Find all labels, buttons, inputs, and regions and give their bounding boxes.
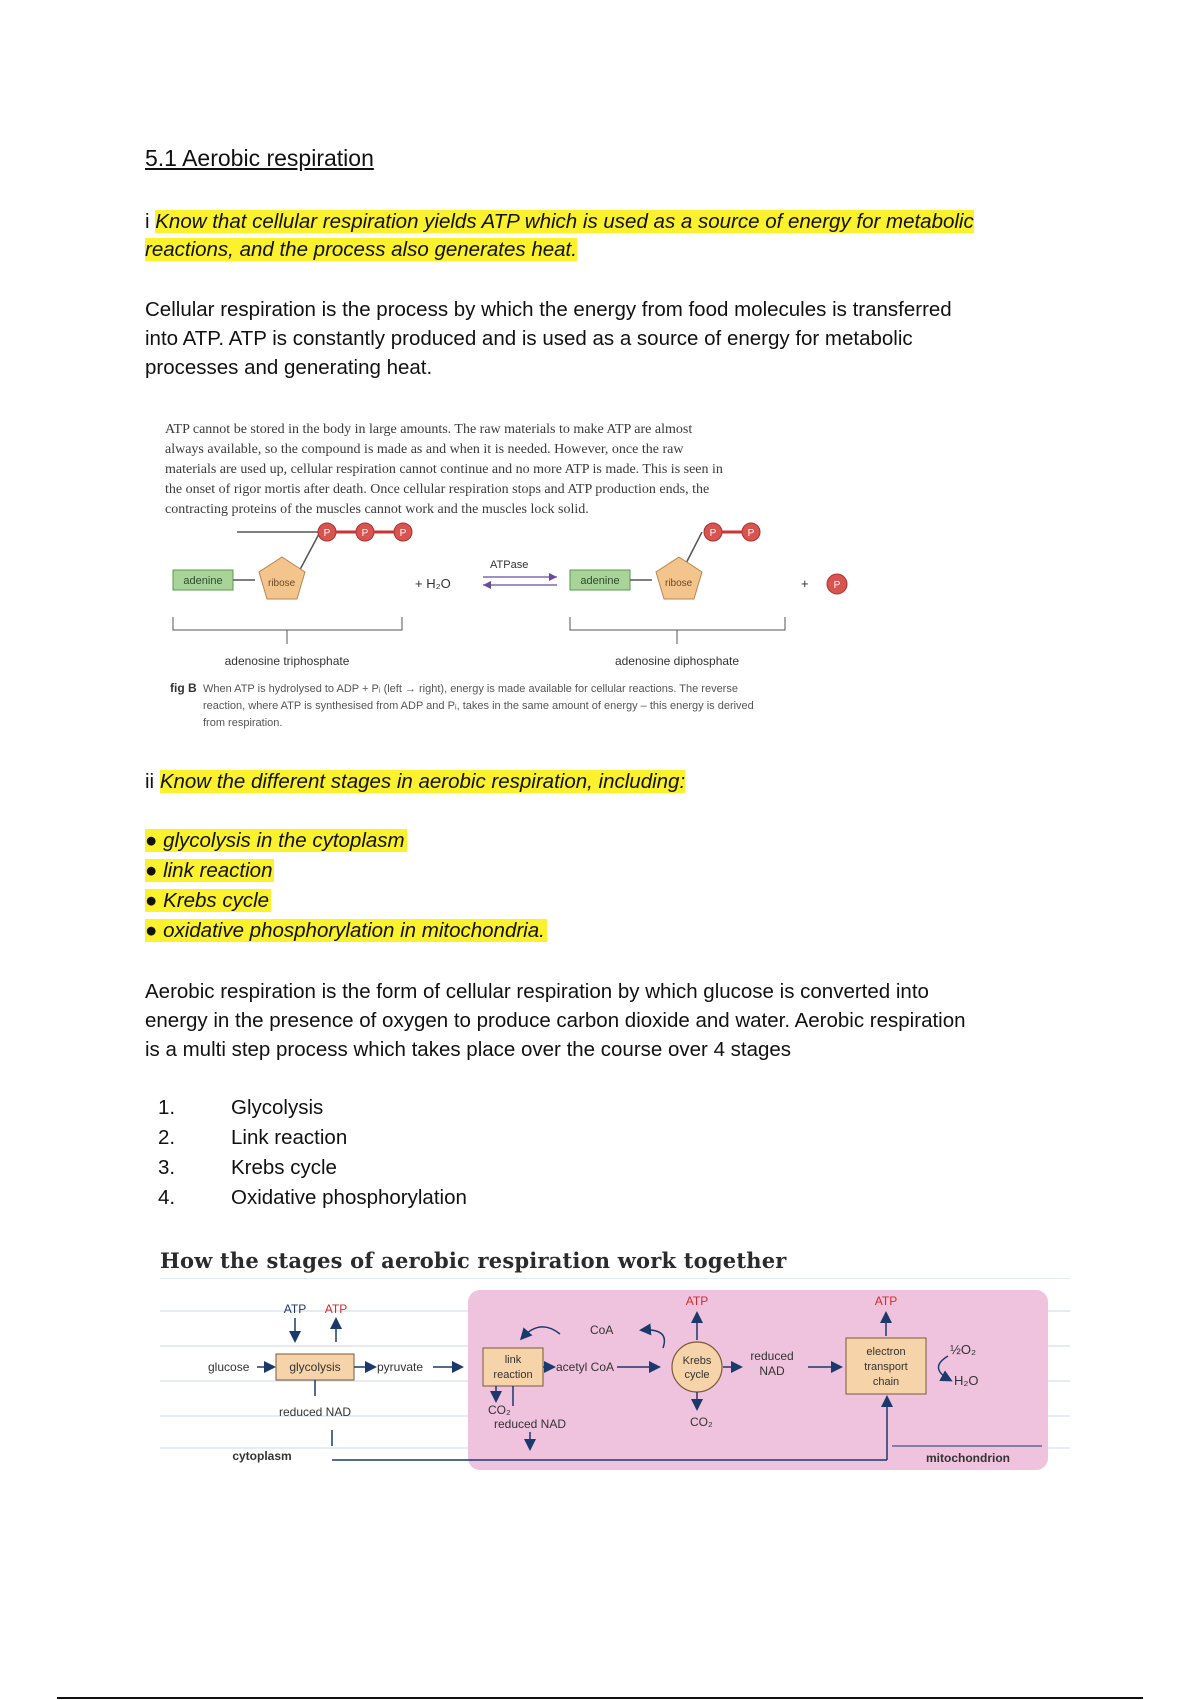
- phosphate-label: P: [709, 528, 717, 539]
- figure-text-line: contracting proteins of the muscles cannot work and the muscles lock solid.: [165, 502, 589, 517]
- figure-caption-line: When ATP is hydrolysed to ADP + Pᵢ (left → right), energy is made available for cellular reactions. The reverse: [203, 683, 738, 695]
- phosphate-label: P: [361, 528, 369, 539]
- krebs-label-line2: cycle: [684, 1369, 710, 1381]
- figure-caption-line: from respiration.: [203, 717, 283, 729]
- objective-i-text-line2: reactions, and the process also generates heat.: [145, 238, 577, 261]
- item-number: 4.: [158, 1186, 176, 1209]
- figure-atp-hydrolysis: [165, 420, 865, 740]
- krebs-label-line1: Krebs: [682, 1355, 712, 1367]
- paragraph-line: into ATP. ATP is constantly produced and is used as a source of energy for metabolic: [145, 327, 913, 350]
- acetyl-coa-label: acetyl CoA: [556, 1360, 615, 1374]
- phosphate-label: P: [399, 528, 407, 539]
- paragraph-cellular-respiration: [145, 295, 1045, 382]
- item-number: 2.: [158, 1126, 176, 1149]
- reduced-nad-line1: reduced: [750, 1349, 794, 1363]
- atp-label: ATP: [324, 1302, 348, 1316]
- paragraph-line: processes and generating heat.: [145, 356, 433, 379]
- bullet-text: ● link reaction: [145, 859, 273, 882]
- paragraph-line: Cellular respiration is the process by which the energy from food molecules is transferred: [145, 298, 952, 321]
- paragraph-aerobic-respiration: [145, 977, 1045, 1064]
- etc-label-line1: electron: [866, 1346, 906, 1358]
- paragraph-line: energy in the presence of oxygen to produce carbon dioxide and water. Aerobic respiration: [145, 1009, 966, 1032]
- atp-label: adenosine triphosphate: [224, 654, 350, 668]
- objective-ii: [145, 768, 1045, 796]
- paragraph-line: is a multi step process which takes place over the course over 4 stages: [145, 1038, 792, 1061]
- atp-label: ATP: [283, 1302, 307, 1316]
- atp-molecule: [173, 523, 412, 668]
- bullet-text: ● oxidative phosphorylation in mitochondria.: [145, 919, 545, 942]
- link-label-line1: link: [504, 1354, 522, 1366]
- plus-sign: +: [801, 576, 809, 591]
- objective-ii-text: Know the different stages in aerobic respiration, including:: [159, 770, 686, 793]
- figure-text-line: materials are used up, cellular respiration cannot continue and no more ATP is made. This is seen in: [165, 462, 723, 477]
- phosphate-label: P: [833, 580, 841, 591]
- bullet-item: [145, 856, 547, 886]
- figure-intro-text: [165, 420, 855, 520]
- page-bottom-rule: [57, 1697, 1143, 1699]
- phosphate-label: P: [323, 528, 331, 539]
- link-label-line2: reaction: [493, 1369, 533, 1381]
- item-label: Glycolysis: [231, 1096, 324, 1119]
- half-o2-label: ½O₂: [950, 1342, 976, 1357]
- adenine-label: adenine: [183, 575, 223, 587]
- item-number: 1.: [158, 1096, 176, 1119]
- co2-label: CO₂: [488, 1403, 511, 1417]
- pyruvate-label: pyruvate: [377, 1360, 424, 1374]
- objective-i-text-line1: Know that cellular respiration yields ATP which is used as a source of energy for metabolic: [155, 210, 974, 233]
- figure-title: How the stages of aerobic respiration work together: [160, 1248, 787, 1273]
- etc-label-line2: transport: [864, 1361, 908, 1373]
- bullet-item: [145, 886, 547, 916]
- numbered-item: [158, 1153, 467, 1183]
- coa-label: CoA: [590, 1323, 614, 1337]
- h2o-label: H₂O: [954, 1373, 979, 1388]
- figure-text-line: ATP cannot be stored in the body in large amounts. The raw materials to make ATP are almost: [165, 422, 693, 437]
- adp-molecule: [570, 523, 785, 668]
- objective-i-prefix: i: [145, 210, 156, 233]
- krebs-cycle-circle: [672, 1342, 722, 1392]
- glucose-label: glucose: [208, 1360, 250, 1374]
- adp-label: adenosine diphosphate: [614, 654, 740, 668]
- numbered-item: [158, 1123, 467, 1153]
- bullet-item: [145, 916, 547, 946]
- figure-text-line: the onset of rigor mortis after death. Once cellular respiration stops and ATP production ends, the: [165, 482, 710, 497]
- enzyme-label: ATPase: [490, 559, 529, 571]
- bullet-text: ● glycolysis in the cytoplasm: [145, 829, 405, 852]
- stages-bullet-list: [145, 826, 547, 946]
- etc-label-line3: chain: [872, 1376, 900, 1388]
- item-label: Link reaction: [231, 1126, 348, 1149]
- item-number: 3.: [158, 1156, 176, 1179]
- ribose-label: ribose: [665, 578, 693, 589]
- reduced-nad-label: reduced NAD: [278, 1405, 352, 1419]
- numbered-item: [158, 1183, 467, 1213]
- stages-flow-diagram: [160, 1278, 1080, 1498]
- glycolysis-label: glycolysis: [289, 1360, 341, 1374]
- objective-ii-prefix: ii: [145, 770, 160, 793]
- figure-caption-line: reaction, where ATP is synthesised from ADP and Pᵢ, takes in the same amount of energy – this energy is derived: [203, 700, 754, 712]
- page-title: 5.1 Aerobic respiration: [145, 145, 374, 171]
- figure-caption-label: fig B: [170, 681, 197, 695]
- figure-stages-diagram: [160, 1248, 1080, 1498]
- atp-label: ATP: [685, 1294, 709, 1308]
- reduced-nad-label: reduced NAD: [493, 1417, 567, 1431]
- objective-i: [145, 208, 1045, 264]
- bullet-item: [145, 826, 547, 856]
- stages-numbered-list: [158, 1093, 467, 1213]
- paragraph-line: Aerobic respiration is the form of cellular respiration by which glucose is converted into: [145, 980, 929, 1003]
- atp-adp-diagram: [165, 522, 865, 742]
- mitochondrion-label: mitochondrion: [926, 1451, 1010, 1465]
- item-label: Oxidative phosphorylation: [231, 1186, 467, 1209]
- reduced-nad-line2: NAD: [759, 1364, 785, 1378]
- adenine-label: adenine: [580, 575, 620, 587]
- item-label: Krebs cycle: [231, 1156, 337, 1179]
- numbered-item: [158, 1093, 467, 1123]
- plus-water: + H₂O: [415, 576, 451, 591]
- phosphate-label: P: [747, 528, 755, 539]
- ribose-label: ribose: [268, 578, 296, 589]
- figure-text-line: always available, so the compound is made as and when it is needed. However, once the raw: [165, 442, 684, 457]
- cytoplasm-label: cytoplasm: [232, 1449, 292, 1463]
- bullet-text: ● Krebs cycle: [145, 889, 270, 912]
- co2-label: CO₂: [690, 1415, 713, 1429]
- atp-label: ATP: [874, 1294, 898, 1308]
